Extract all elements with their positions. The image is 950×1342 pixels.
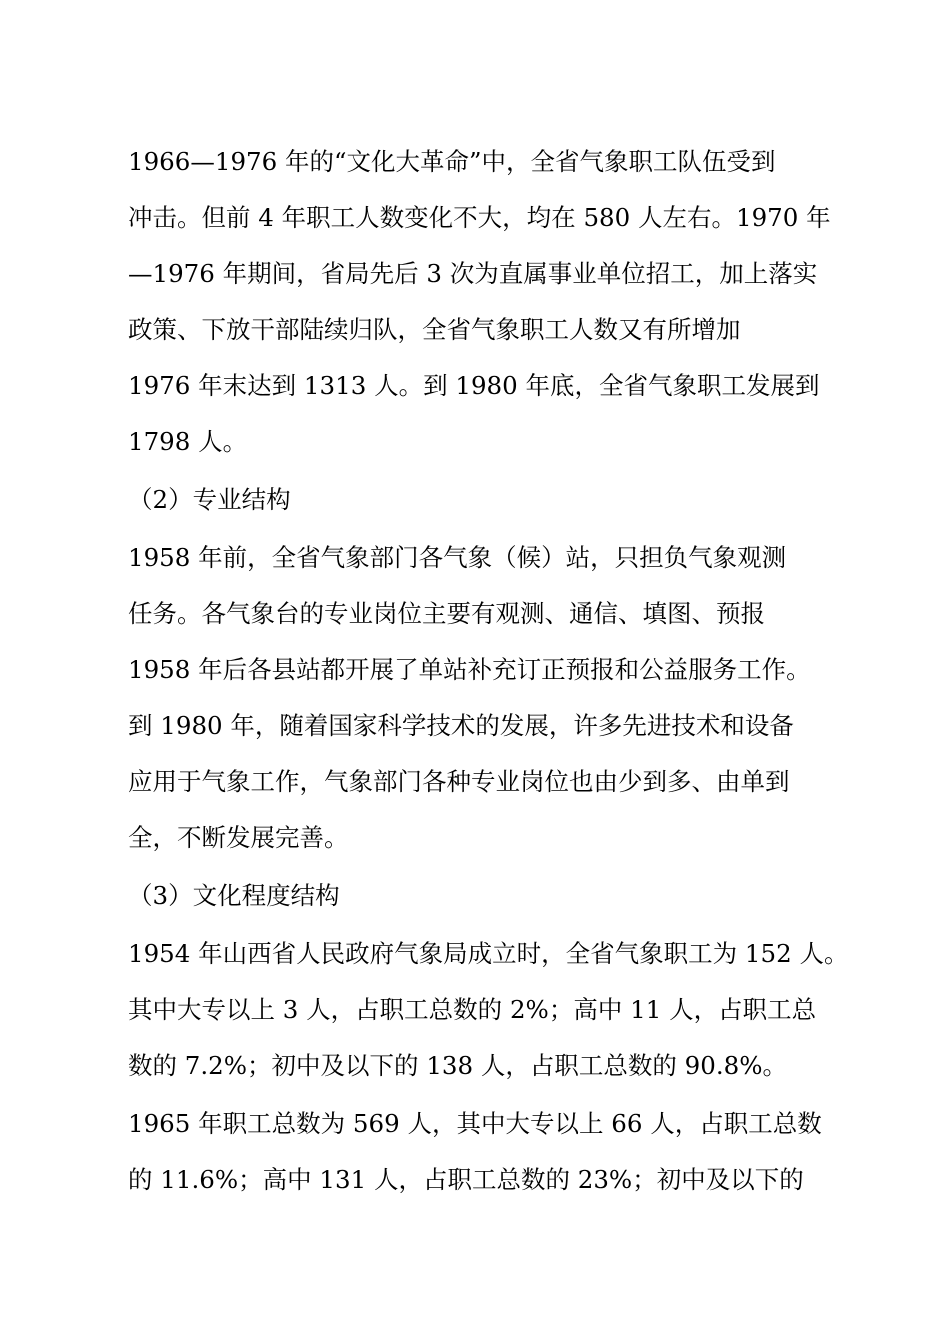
text-line: —1976 年期间，省局先后 3 次为直属事业单位招工，加上落实 (128, 259, 818, 288)
text-line: 冲击。但前 4 年职工人数变化不大，均在 580 人左右。1970 年 (128, 203, 831, 232)
text-line: 1958 年前，全省气象部门各气象（候）站，只担负气象观测 (128, 543, 787, 572)
section-heading: （3）文化程度结构 (128, 881, 340, 910)
text-line: 其中大专以上 3 人，占职工总数的 2%；高中 11 人，占职工总 (128, 995, 817, 1024)
text-line: 任务。各气象台的专业岗位主要有观测、通信、填图、预报 (128, 599, 765, 628)
text-line: 数的 7.2%；初中及以下的 138 人，占职工总数的 90.8%。 (128, 1051, 787, 1080)
text-line: 1966—1976 年的“文化大革命”中，全省气象职工队伍受到 (128, 147, 776, 176)
text-line: 1954 年山西省人民政府气象局成立时，全省气象职工为 152 人。 (128, 939, 849, 968)
text-line: 1958 年后各县站都开展了单站补充订正预报和公益服务工作。 (128, 655, 811, 684)
text-line: 的 11.6%；高中 131 人，占职工总数的 23%；初中及以下的 (128, 1165, 804, 1194)
text-line: 1976 年末达到 1313 人。到 1980 年底，全省气象职工发展到 (128, 371, 820, 400)
section-heading: （2）专业结构 (128, 485, 291, 514)
text-line: 全，不断发展完善。 (128, 823, 349, 852)
text-line: 政策、下放干部陆续归队，全省气象职工人数又有所增加 (128, 315, 741, 344)
text-line: 应用于气象工作，气象部门各种专业岗位也由少到多、由单到 (128, 767, 790, 796)
text-line: 到 1980 年，随着国家科学技术的发展，许多先进技术和设备 (128, 711, 794, 740)
text-line: 1965 年职工总数为 569 人，其中大专以上 66 人，占职工总数 (128, 1109, 822, 1138)
text-line: 1798 人。 (128, 427, 248, 456)
